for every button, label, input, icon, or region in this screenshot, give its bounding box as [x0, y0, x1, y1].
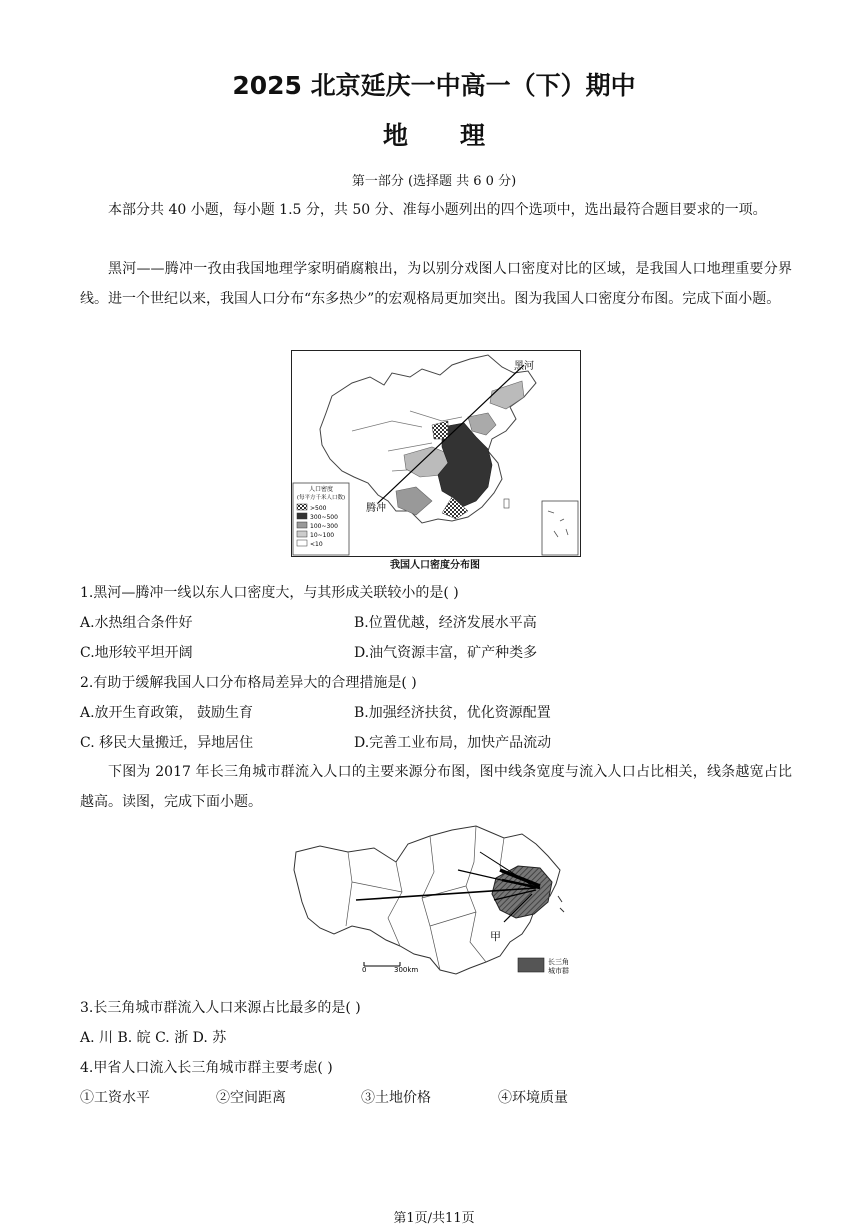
q4-option-1: ①工资水平 — [80, 1090, 150, 1106]
legend-subtitle: (每平方千米人口数) — [296, 495, 346, 501]
jia-label: 甲 — [490, 930, 501, 943]
south-sea-inset — [542, 501, 578, 555]
scale-zero: 0 — [362, 966, 367, 974]
q2-option-a: A.放开生育政策， 鼓励生育 — [80, 705, 254, 721]
q1-option-a: A.水热组合条件好 — [80, 615, 193, 631]
legend-item: 300~500 — [310, 514, 338, 521]
legend-item: 10~100 — [310, 532, 335, 539]
instructions: 本部分共 40 小题，每小题 1.5 分，共 50 分、准每小题列出的四个选项中，选出最符合题目要求的一项。 — [108, 202, 767, 218]
map1-caption: 我国人口密度分布图 — [390, 560, 480, 571]
page-footer: 第1页/共11页 — [393, 1211, 475, 1226]
question-3-stem: 3.长三角城市群流入人口来源占比最多的是( ) — [80, 1000, 361, 1016]
q2-option-b: B.加强经济扶贫，优化资源配置 — [354, 705, 551, 721]
legend-title: 人口密度 — [308, 486, 334, 493]
q2-option-d: D.完善工业布局，加快产品流动 — [354, 735, 552, 751]
exam-title: 2025 北京延庆一中高一（下）期中 — [232, 71, 636, 100]
legend-swatch — [518, 958, 544, 972]
q4-option-4: ④环境质量 — [498, 1090, 568, 1106]
section-heading: 第一部分 (选择题 共 6 0 分) — [351, 174, 517, 189]
q4-option-2: ②空间距离 — [216, 1090, 286, 1106]
q1-option-c: C.地形较平坦开阔 — [80, 645, 193, 661]
question-1-stem: 1.黑河—腾冲一线以东人口密度大，与其形成关联较小的是( ) — [80, 585, 459, 601]
passage-2: 下图为 2017 年长三角城市群流入人口的主要来源分布图，图中线条宽度与流入人口占比相关，线条越宽占比越高。读图，完成下面小题。 — [80, 764, 792, 810]
legend-item: >500 — [310, 505, 327, 512]
q1-option-d: D.油气资源丰富，矿产种类多 — [354, 645, 538, 661]
heihe-label: 黑河 — [514, 361, 534, 372]
q1-option-b: B.位置优越，经济发展水平高 — [354, 615, 537, 631]
legend-item: <10 — [310, 541, 323, 548]
q2-option-c: C. 移民大量搬迁，异地居住 — [80, 735, 254, 751]
china-map-figure — [292, 351, 580, 556]
subject-title: 地理 — [382, 121, 537, 150]
migration-source-map — [290, 822, 590, 982]
tengchong-label: 腾冲 — [366, 503, 386, 514]
passage-1: 黑河——腾冲一孜由我国地理学家明硝腐粮出，为以别分戏图人口密度对比的区域，是我国人口地理重要分界线。进一个世纪以来，我国人口分布“东多热少”的宏观格局更加突出。图为我国人口密度分布图。完成下面小题。 — [80, 261, 792, 307]
question-2-stem: 2.有助于缓解我国人口分布格局差异大的合理措施是( ) — [80, 675, 417, 691]
scale-distance: 300km — [394, 966, 419, 974]
q3-options: A. 川 B. 皖 C. 浙 D. 苏 — [80, 1030, 227, 1046]
legend-label: 长三角 — [548, 958, 569, 966]
legend-item: 100~300 — [310, 523, 338, 530]
yrd-map-figure — [290, 822, 590, 982]
question-4-stem: 4.甲省人口流入长三角城市群主要考虑( ) — [80, 1060, 333, 1076]
q4-option-3: ③土地价格 — [361, 1090, 431, 1106]
population-density-map — [291, 350, 581, 557]
svg-text:城市群: 城市群 — [548, 967, 569, 975]
